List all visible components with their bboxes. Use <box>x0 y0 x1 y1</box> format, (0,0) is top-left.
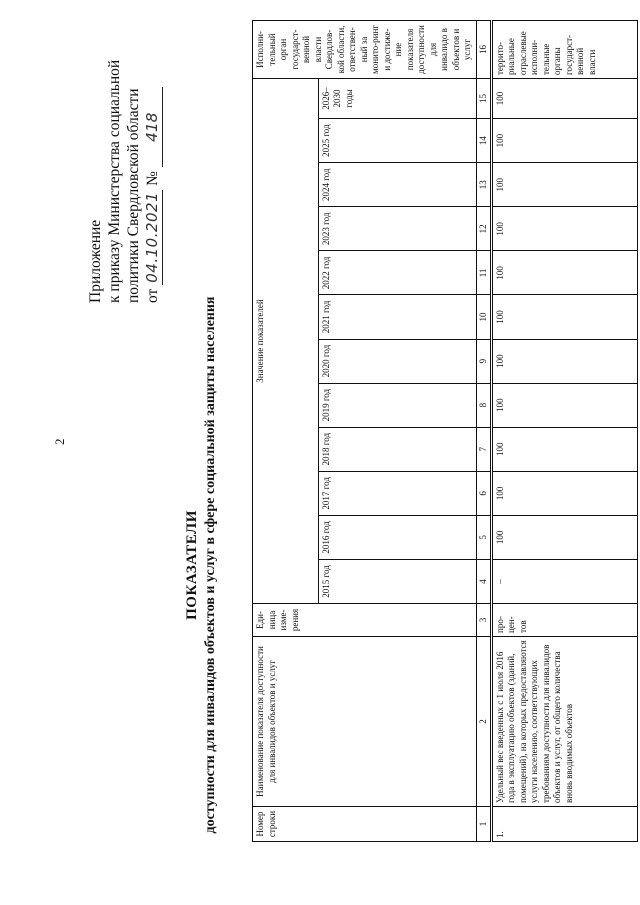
header-executor: Исполни-тельный орган государст-венной власти Свердлов-кой области, ответствен-ный за монито-ринг и достиже-ние показателя доступности для инвалидо в объектов и услуг <box>253 21 477 79</box>
column-number: 2 <box>476 637 491 807</box>
handwritten-number: 418 <box>143 87 163 167</box>
column-number: 5 <box>476 515 491 559</box>
column-number: 8 <box>476 383 491 427</box>
header-year: 2017 год <box>318 471 476 515</box>
appendix-line-3: политики Свердловской области <box>125 88 142 303</box>
header-year: 2016 год <box>318 515 476 559</box>
column-number: 16 <box>476 21 491 79</box>
header-year: 2026–2030 годы <box>318 79 476 119</box>
table-row <box>491 21 637 842</box>
from-prefix: от <box>144 288 161 303</box>
row-value: 100 <box>491 427 637 471</box>
column-number: 10 <box>476 295 491 339</box>
document-title: ПОКАЗАТЕЛИ <box>184 510 200 620</box>
handwritten-date: 04.10.2021 <box>143 190 163 285</box>
row-value: 100 <box>491 383 637 427</box>
header-year: 2022 год <box>318 251 476 295</box>
page-number: 2 <box>52 438 67 445</box>
row-value: 100 <box>491 339 637 383</box>
row-value: 100 <box>491 515 637 559</box>
header-year: 2020 год <box>318 339 476 383</box>
column-number: 1 <box>476 807 491 842</box>
row-indicator-name: Удельный вес введенных с 1 июля 2016 года в эксплуатацию объектов (зданий, помещений), на которых предоставляются услуги населению, соответствующих требованиям доступности для инвалидов объектов и услуг, от общего количества вновь вводимых объектов <box>491 637 637 807</box>
header-indicator-name: Наименование показателя доступности для инвалидов объектов и услуг <box>253 637 477 807</box>
row-value: 100 <box>491 207 637 251</box>
row-value: 100 <box>491 119 637 163</box>
column-number: 3 <box>476 604 491 637</box>
row-value: 100 <box>491 295 637 339</box>
row-value: 100 <box>491 251 637 295</box>
number-prefix: № <box>144 171 161 186</box>
header-row-number: Номер строки <box>253 807 477 842</box>
appendix-line-1: Приложение <box>87 219 104 303</box>
column-number: 7 <box>476 427 491 471</box>
appendix-block <box>86 23 163 303</box>
row-value: 100 <box>491 471 637 515</box>
row-unit: про-цен-тов <box>491 604 637 637</box>
row-value: 100 <box>491 163 637 207</box>
row-value: 100 <box>491 79 637 119</box>
column-number-row <box>476 21 491 842</box>
header-year: 2024 год <box>318 163 476 207</box>
column-number: 6 <box>476 471 491 515</box>
appendix-date-line <box>143 23 163 303</box>
row-executor: террито-риальные отраслевые исполни-тельные органы государст-венной власти <box>491 21 637 79</box>
indicators-table <box>252 20 638 842</box>
row-number: 1. <box>491 807 637 842</box>
document-heading <box>184 285 219 845</box>
header-year: 2015 год <box>318 559 476 603</box>
header-year: 2021 год <box>318 295 476 339</box>
column-number: 11 <box>476 251 491 295</box>
header-unit: Еди-ница изме-рения <box>253 604 477 637</box>
column-number: 4 <box>476 559 491 603</box>
header-year: 2019 год <box>318 383 476 427</box>
header-year: 2018 год <box>318 427 476 471</box>
column-number: 9 <box>476 339 491 383</box>
row-value: – <box>491 559 637 603</box>
appendix-line-2: к приказу Министерства социальной <box>106 59 123 303</box>
header-values-group: Значение показателей <box>253 79 319 604</box>
header-year: 2025 год <box>318 119 476 163</box>
column-number: 15 <box>476 79 491 119</box>
column-number: 13 <box>476 163 491 207</box>
column-number: 12 <box>476 207 491 251</box>
header-year: 2023 год <box>318 207 476 251</box>
column-number: 14 <box>476 119 491 163</box>
document-subtitle: доступности для инвалидов объектов и услуг в сфере социальной защиты населения <box>203 296 218 834</box>
